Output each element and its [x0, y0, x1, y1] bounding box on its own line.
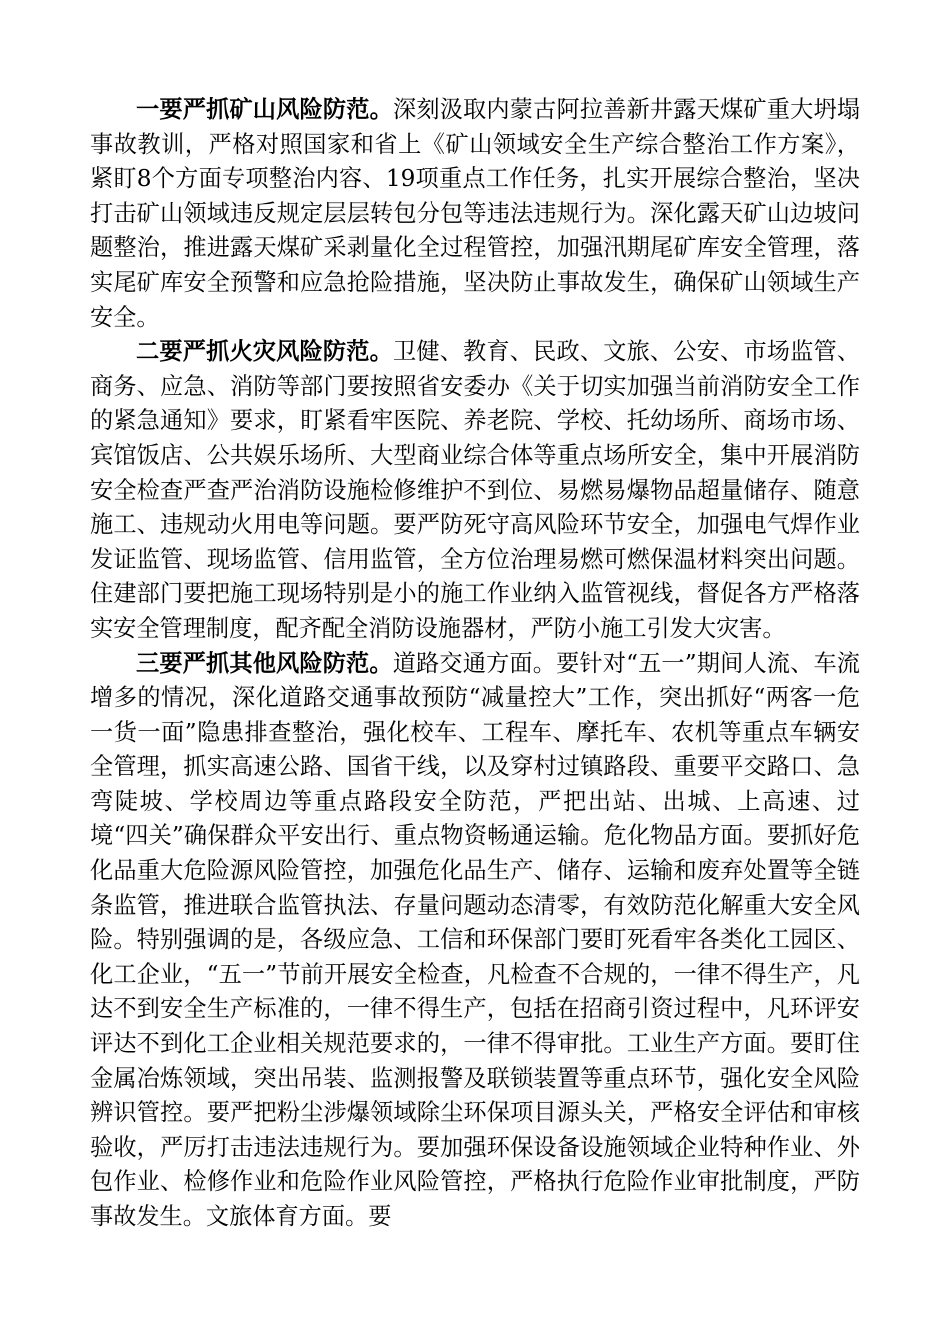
paragraph-lead: 二要严抓火灾风险防范。: [136, 338, 393, 366]
paragraph-mining-risk: [90, 93, 860, 335]
paragraph-lead: 三要严抓其他风险防范。: [136, 649, 393, 677]
paragraph-lead: 一要严抓矿山风险防范。: [136, 96, 393, 123]
paragraph-other-risk: [90, 647, 860, 1235]
paragraph-body: 道路交通方面。要针对“五一”期间人流、车流增多的情况，深化道路交通事故预防“减量控大”工作，突出抓好“两客一危一货一面”隐患排查整治，强化校车、工程车、摩托车、农机等重点车辆安全管理，抓实高速公路、国省干线，以及穿村过镇路段、重要平交路口、急弯陡坡、学校周边等重点路段安全防范，严把出站、出城、上高速、过境“四关”确保群众平安出行、重点物资畅通运输。危化物品方面。要抓好危化品重大危险源风险管控，加强危化品生产、储存、运输和废弃处置等全链条监管，推进联合监管执法、存量问题动态清零，有效防范化解重大安全风险。特别强调的是，各级应急、工信和环保部门要盯死看牢各类化工园区、化工企业，“五一”节前开展安全检查，凡检查不合规的，一律不得生产，凡达不到安全生产标准的，一律不得生产，包括在招商引资过程中，凡环评安评达不到化工企业相关规范要求的，一律不得审批。工业生产方面。要盯住金属冶炼领域，突出吊装、监测报警及联锁装置等重点环节，强化安全风险辨识管控。要严把粉尘涉爆领域除尘环保项目源头关，严格安全评估和审核验收，严厉打击违法违规行为。要加强环保设备设施领域企业特种作业、外包作业、检修作业和危险作业风险管控，严格执行危险作业审批制度，严防事故发生。文旅体育方面。要: [90, 649, 860, 1230]
document-page: [90, 93, 860, 1235]
paragraph-body: 卫健、教育、民政、文旅、公安、市场监管、商务、应急、消防等部门要按照省安委办《关于切实加强当前消防安全工作的紧急通知》要求，盯紧看牢医院、养老院、学校、托幼场所、商场市场、宾馆饭店、公共娱乐场所、大型商业综合体等重点场所安全，集中开展消防安全检查严查严治消防设施检修维护不到位、易燃易爆物品超量储存、随意施工、违规动火用电等问题。要严防死守高风险环节安全，加强电气焊作业发证监管、现场监管、信用监管，全方位治理易燃可燃保温材料突出问题。住建部门要把施工现场特别是小的施工作业纳入监管视线，督促各方严格落实安全管理制度，配齐配全消防设施器材，严防小施工引发大灾害。: [90, 338, 861, 642]
paragraph-body: 深刻汲取内蒙古阿拉善新井露天煤矿重大坍塌事故教训，严格对照国家和省上《矿山领域安全生产综合整治工作方案》，紧盯8个方面专项整治内容、19项重点工作任务，扎实开展综合整治，坚决打击矿山领域违反规定层层转包分包等违法违规行为。深化露天矿山边坡问题整治，推进露天煤矿采剥量化全过程管控，加强汛期尾矿库安全管理，落实尾矿库安全预警和应急抢险措施，坚决防止事故发生，确保矿山领域生产安全。: [90, 96, 861, 331]
paragraph-fire-risk: [90, 335, 860, 646]
